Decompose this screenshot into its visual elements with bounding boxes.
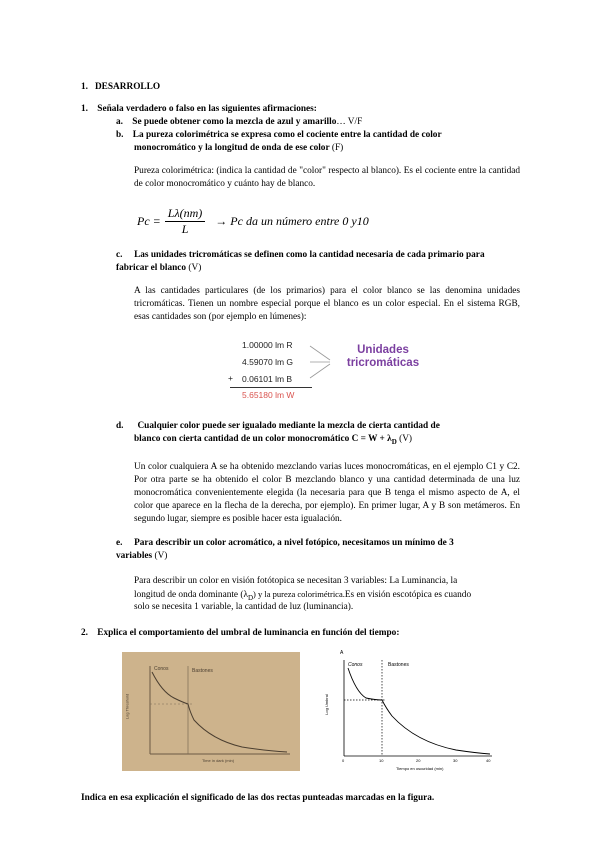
- item-c-explanation: A las cantidades particulares (de los primarios) para el color blanco se las denomina unidades tricromáticas. Tienen un nombre especial porque el blanco es un color especial. En el sistema RGB, esas cantidades son (por ejemplo en lúmenes):: [134, 286, 520, 322]
- plot-conos-label: Conos: [348, 662, 363, 668]
- photo-xlabel: Time in dark (min): [202, 758, 235, 763]
- closing-instruction: Indica en esa explicación el significado de las dos rectas punteadas marcadas en la figura.: [81, 793, 435, 803]
- item-e-explanation-line3: solo se necesita 1 variable, la cantidad de luz (luminancia).: [134, 602, 354, 612]
- tri-label-line1: Unidades: [357, 344, 409, 356]
- sum-line: [230, 387, 312, 388]
- tri-line-b: 0.06101 lm B: [242, 374, 293, 384]
- item-c: c. Las unidades tricromáticas se definen como la cantidad necesaria de cada primario para: [116, 250, 485, 260]
- tri-label-line2: tricromáticas: [346, 357, 420, 369]
- question-1-title: 1. Señala verdadero o falso en las siguientes afirmaciones:: [81, 104, 317, 114]
- plot-xtick-30: 30: [453, 758, 458, 763]
- tri-line-g: 4.59070 lm G: [242, 357, 294, 367]
- plot-xlabel: Tiempo en oscuridad (min): [396, 766, 444, 771]
- formula-lhs: Pc =: [137, 213, 161, 228]
- formula-fraction: [165, 206, 206, 237]
- photo-ylabel: Log Threshold: [124, 693, 130, 720]
- tricromatic-figure: [228, 336, 428, 406]
- plus-sign: +: [228, 373, 233, 383]
- formula-denominator: L: [181, 221, 189, 236]
- item-b-explanation: Pureza colorimétrica: (indica la cantidad de "color" respecto al blanco). Es el cociente entre la cantidad de color monocromático y cuánto hay de blanco.: [134, 166, 520, 189]
- plot-bastones-label: Bastones: [388, 662, 409, 668]
- item-b-line2: monocromático y la longitud de onda de ese color (F): [134, 143, 344, 153]
- purity-formula: [137, 204, 369, 238]
- plot-xtick-40: 40: [486, 758, 491, 763]
- formula-rhs: → Pc da un número entre 0 y10: [215, 213, 369, 228]
- plot-ylabel: Log Umbral: [323, 694, 329, 715]
- item-b: b. La pureza colorimétrica se expresa como el cociente entre la cantidad de color: [116, 130, 442, 140]
- item-e-explanation-line2: longitud de onda dominante $(\lambda_D)$ y la pureza colorimétrica.Es en visión escotópica es cuando: [134, 589, 472, 602]
- item-d-line2: blanco con cierta cantidad de un color monocromático $C = W + \lambda_D$ (V): [134, 434, 413, 446]
- item-e: e. Para describir un color acromático, a nivel fotópico, necesitamos un mínimo de 3: [116, 538, 454, 548]
- item-c-line2: fabricar el blanco (V): [116, 263, 202, 273]
- tri-total: 5.65180 lm W: [242, 390, 295, 400]
- item-d: d. Cualquier color puede ser igualado mediante la mezcla de cierta cantidad de: [116, 421, 440, 431]
- formula-numerator: Lλ(nm): [165, 206, 206, 222]
- plot-xtick-20: 20: [416, 758, 421, 763]
- tri-line-r: 1.00000 lm R: [242, 340, 293, 350]
- plot-xtick-10: 10: [379, 758, 384, 763]
- dark-adaptation-plot: [323, 650, 498, 774]
- item-e-explanation-line1: Para describir un color en visión fotótopica se necesitan 3 variables: La Luminancia, la: [134, 576, 458, 586]
- item-d-explanation: Un color cualquiera A se ha obtenido mezclando varias luces monocromáticas, en el ejemplo C1 y C2. Por otra parte se ha obtenido el color B mezclando blanco y una cantidad determinada de una luz monocromática convenientemente elegida (la necesaria para que B tenga el mismo aspecto de A, el color que aparece en la flecha de la derecha, por ejemplo). En primer lugar, A y B son metámeros. En segundo lugar, siempre es posible hacer esta igualación.: [134, 462, 520, 524]
- tri-label: [338, 344, 428, 370]
- plot-xtick-0: 0: [342, 758, 345, 763]
- section-heading: 1. DESARROLLO: [81, 82, 161, 92]
- item-e-line2: variables (V): [116, 551, 168, 561]
- question-2-title: 2. Explica el comportamiento del umbral de luminancia en función del tiempo:: [81, 628, 400, 638]
- photo-conos-label: Conos: [154, 666, 169, 672]
- plot-graph: [323, 652, 498, 774]
- photo-bastones-label: Bastones: [192, 668, 213, 674]
- plot-yaxis-top: A: [340, 650, 344, 656]
- item-a: a. Se puede obtener como la mezcla de azul y amarillo… V/F: [116, 117, 363, 127]
- dark-adaptation-photo: [122, 652, 300, 771]
